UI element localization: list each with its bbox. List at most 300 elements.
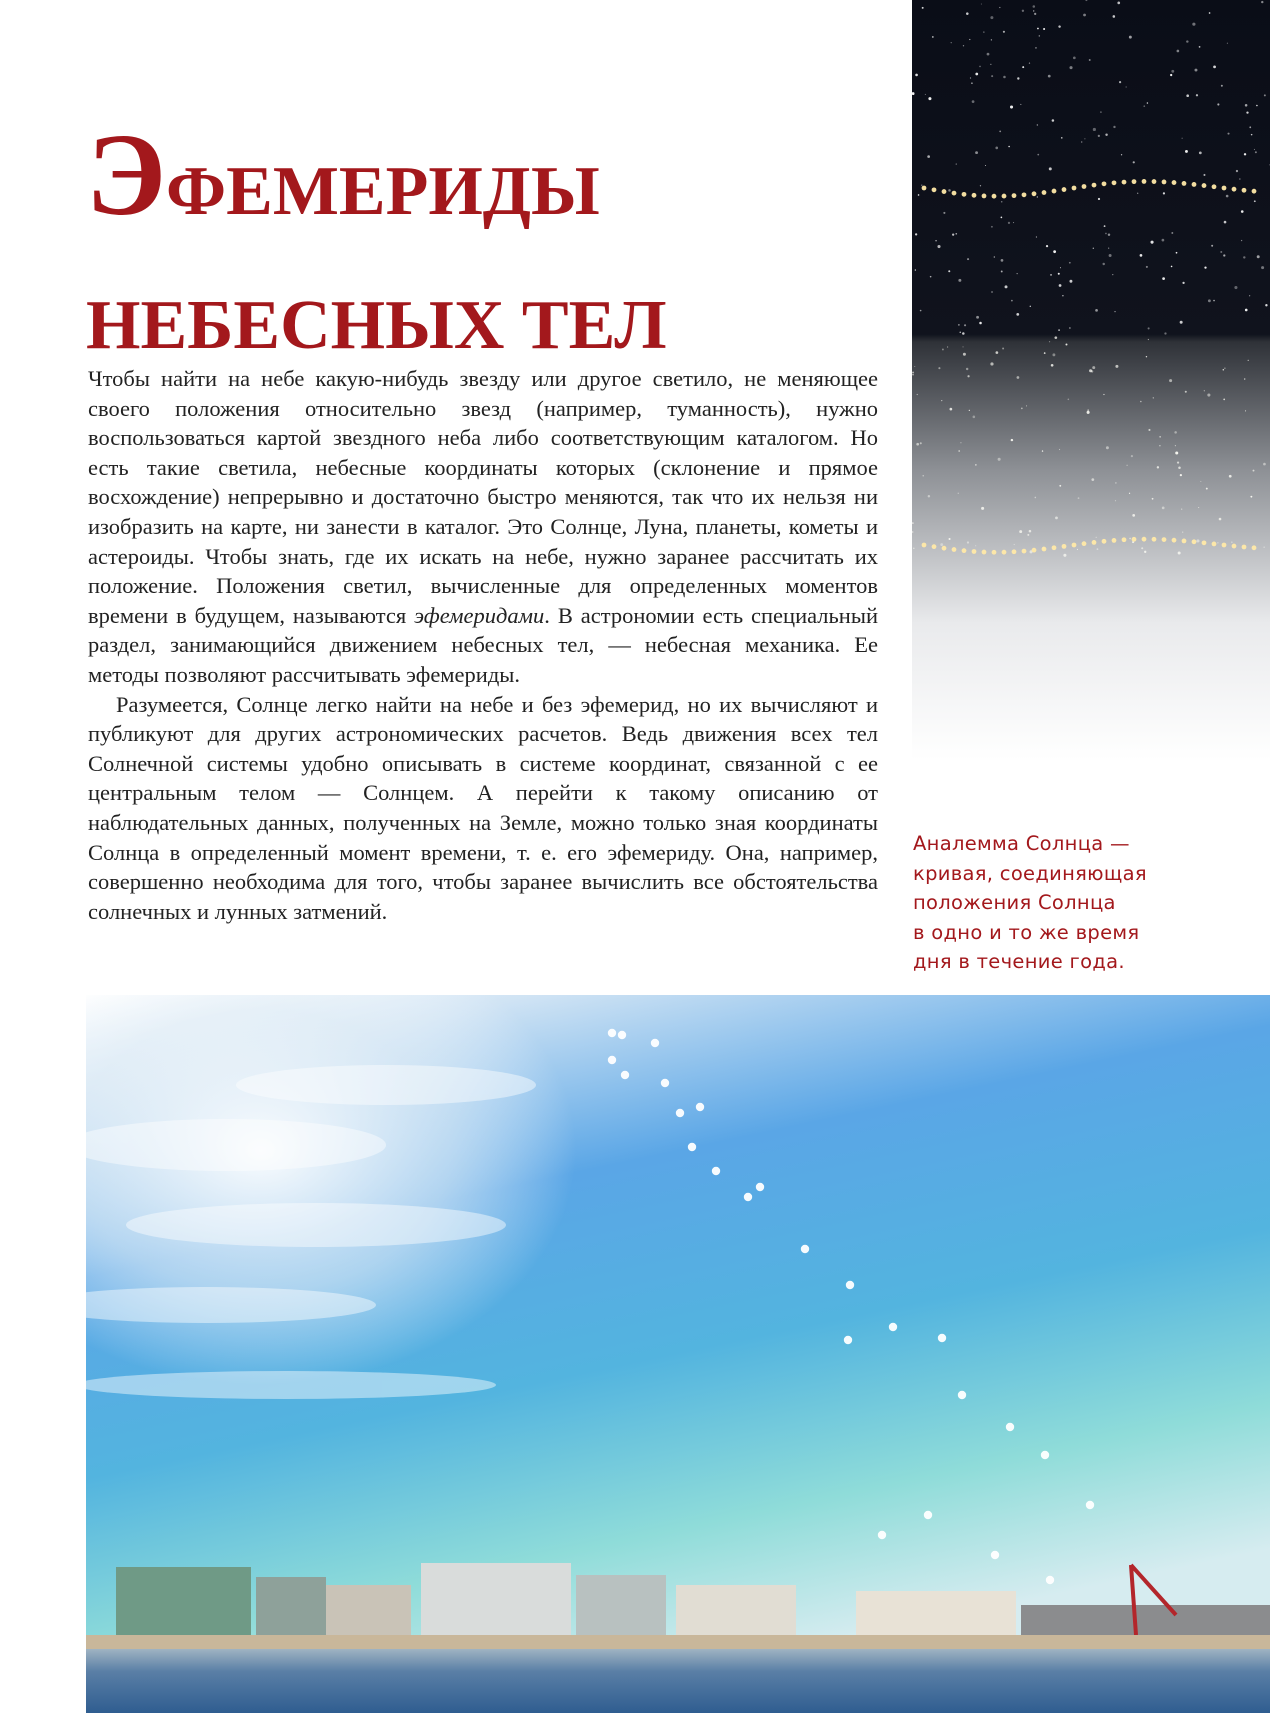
page-title xyxy=(86,108,886,393)
star xyxy=(1253,470,1255,472)
star xyxy=(1089,59,1091,61)
star xyxy=(1001,271,1003,273)
star xyxy=(1052,119,1055,122)
star xyxy=(1152,498,1154,500)
star xyxy=(1053,250,1056,253)
star xyxy=(1017,376,1020,379)
star xyxy=(1010,106,1013,109)
star xyxy=(1114,311,1115,312)
star xyxy=(1021,408,1023,410)
sun-dot xyxy=(608,1029,616,1037)
star xyxy=(1224,367,1225,368)
star xyxy=(942,348,944,350)
trail-sun-dot xyxy=(1012,193,1017,198)
trail-sun-dot xyxy=(922,543,927,548)
star xyxy=(1069,66,1072,69)
star xyxy=(1131,455,1133,457)
trail-sun-dot xyxy=(1042,190,1047,195)
star xyxy=(1005,285,1008,288)
sun-dot xyxy=(688,1143,696,1151)
star xyxy=(964,324,966,326)
star xyxy=(1078,497,1080,499)
trail-sun-dot xyxy=(1022,192,1027,197)
star xyxy=(1148,327,1150,329)
star xyxy=(1241,210,1244,213)
star xyxy=(1044,352,1046,354)
star xyxy=(1239,178,1240,179)
sun-dot xyxy=(618,1031,626,1039)
star xyxy=(1206,488,1208,490)
trail-sun-dot xyxy=(1252,189,1257,194)
star xyxy=(1140,401,1142,403)
star xyxy=(1098,135,1100,137)
star xyxy=(1264,94,1266,96)
star xyxy=(998,458,1001,461)
star xyxy=(952,234,954,236)
star xyxy=(1133,161,1135,163)
star xyxy=(1220,251,1222,253)
trail-sun-dot xyxy=(1202,540,1207,545)
star xyxy=(915,74,918,77)
star xyxy=(1159,445,1160,446)
star xyxy=(1257,255,1260,258)
star xyxy=(1061,137,1063,139)
star xyxy=(1022,66,1024,68)
star xyxy=(1196,539,1199,542)
trail-sun-dot xyxy=(1062,544,1067,549)
star xyxy=(995,147,998,150)
star xyxy=(1163,192,1165,194)
star xyxy=(1159,436,1160,437)
star xyxy=(1226,195,1229,198)
paragraph-1-start: Чтобы найти на небе какую-нибудь звезду или другое светило, не меняющее своего положения относительно звезд (например, туманность), нужно воспользоваться картой звездного неба либо соответствующим каталогом. Но есть такие светила, небесные координаты которых (склонение и прямое восхождение) непрерывно и достаточно быстро меняются, так что их нельзя ни изобразить на карте, ни занести в каталог. Это Солнце, Луна, планеты, кометы и астероиды. Чтобы знать, где их искать на небе, нужно заранее рассчитать их положение. Положения светил, вычисленные для определенных моментов времени в будущем, называются xyxy=(88,366,878,628)
star xyxy=(1146,266,1148,268)
star xyxy=(1162,239,1165,242)
star xyxy=(1209,12,1211,14)
trail-sun-dot xyxy=(1232,187,1237,192)
star xyxy=(1223,254,1225,256)
star xyxy=(1246,111,1248,113)
trail-sun-dot xyxy=(1122,537,1127,542)
star xyxy=(1011,439,1013,441)
trail-sun-dot xyxy=(1122,180,1127,185)
trail-sun-dot xyxy=(1242,188,1247,193)
star xyxy=(1192,23,1195,26)
star xyxy=(1091,370,1093,372)
trail-sun-dot xyxy=(1152,537,1157,542)
trail-sun-dot xyxy=(1222,186,1227,191)
star xyxy=(1016,313,1019,316)
star xyxy=(1141,547,1143,549)
star xyxy=(1178,466,1181,469)
star xyxy=(1243,256,1245,258)
star xyxy=(1093,128,1096,131)
star xyxy=(1182,282,1184,284)
star xyxy=(1108,248,1109,249)
trail-sun-dot xyxy=(932,187,937,192)
star xyxy=(1029,530,1032,533)
star xyxy=(1181,508,1182,509)
star xyxy=(1034,13,1036,15)
star xyxy=(1185,150,1188,153)
star xyxy=(1117,2,1120,5)
star xyxy=(1132,514,1135,517)
star xyxy=(1046,245,1048,247)
star xyxy=(1250,496,1252,498)
trail-sun-dot xyxy=(952,191,957,196)
star xyxy=(1129,493,1130,494)
sun-dot xyxy=(1041,1451,1049,1459)
star xyxy=(1115,365,1118,368)
star xyxy=(1037,28,1039,30)
star xyxy=(920,442,922,444)
caption-line-3: положения Солнца xyxy=(913,891,1116,914)
star xyxy=(928,97,931,100)
star xyxy=(1087,409,1089,411)
trail-sun-dot xyxy=(982,194,987,199)
star xyxy=(975,464,977,466)
trail-sun-dot xyxy=(1142,537,1147,542)
star xyxy=(959,331,961,333)
star xyxy=(1102,263,1104,265)
star xyxy=(962,332,964,334)
star xyxy=(917,394,918,395)
sun-dot xyxy=(1046,1576,1054,1584)
star xyxy=(1200,481,1201,482)
sun-dot xyxy=(958,1391,966,1399)
star xyxy=(1245,410,1246,411)
star xyxy=(1153,397,1154,398)
star xyxy=(1083,14,1086,17)
star xyxy=(966,368,968,370)
star xyxy=(1185,391,1187,393)
trail-sun-dot xyxy=(1032,191,1037,196)
city-river-sun-analemma-photo xyxy=(86,995,1270,1713)
star xyxy=(1236,170,1238,172)
trail-sun-dot xyxy=(1192,182,1197,187)
star xyxy=(1221,85,1223,87)
trail-sun-dot xyxy=(942,546,947,551)
star xyxy=(1084,138,1085,139)
star xyxy=(1037,196,1038,197)
star xyxy=(1069,327,1070,328)
star xyxy=(1204,390,1205,391)
star xyxy=(967,541,969,543)
star xyxy=(1254,149,1255,150)
star xyxy=(1144,551,1146,553)
star xyxy=(1033,5,1036,8)
star xyxy=(1147,102,1149,104)
sun-dot xyxy=(651,1039,659,1047)
trail-sun-dot xyxy=(1212,542,1217,547)
trail-sun-dot xyxy=(1082,184,1087,189)
star xyxy=(1048,75,1051,78)
star xyxy=(981,3,982,4)
star xyxy=(1087,411,1090,414)
star xyxy=(956,163,957,164)
star xyxy=(1164,332,1166,334)
star xyxy=(1244,378,1245,379)
star xyxy=(1109,254,1112,257)
star xyxy=(1060,267,1061,268)
trail-sun-dot xyxy=(1152,179,1157,184)
star xyxy=(960,442,961,443)
star xyxy=(1199,152,1202,155)
star xyxy=(1037,154,1039,156)
star xyxy=(1073,56,1076,59)
caption-line-2: кривая, соединяющая xyxy=(913,861,1147,885)
star xyxy=(1207,393,1210,396)
sun-dot xyxy=(938,1334,946,1342)
star xyxy=(1092,366,1095,369)
star xyxy=(1112,274,1113,275)
trail-sun-dot xyxy=(1102,539,1107,544)
star xyxy=(1175,452,1178,455)
star xyxy=(1050,274,1052,276)
star xyxy=(951,42,952,43)
star xyxy=(1081,141,1082,142)
star xyxy=(1127,465,1128,466)
star xyxy=(972,100,975,103)
star xyxy=(1223,369,1225,371)
star xyxy=(1219,518,1222,521)
trail-sun-dot xyxy=(1132,179,1137,184)
night-sky-analemma-photo xyxy=(912,0,1270,760)
star xyxy=(1001,217,1003,219)
star xyxy=(1213,65,1216,68)
star xyxy=(985,165,986,166)
trail-sun-dot xyxy=(1022,549,1027,554)
star xyxy=(1171,70,1174,73)
star xyxy=(1169,379,1172,382)
star xyxy=(991,291,992,292)
star xyxy=(1097,548,1099,550)
star xyxy=(932,36,934,38)
star xyxy=(1077,549,1078,550)
trail-sun-dot xyxy=(1112,538,1117,543)
star xyxy=(1148,429,1150,431)
trail-sun-dot xyxy=(1222,543,1227,548)
star xyxy=(1113,126,1115,128)
sun-dot xyxy=(661,1079,669,1087)
trail-sun-dot xyxy=(1062,187,1067,192)
trail-sun-dot xyxy=(1032,548,1037,553)
paragraph-1-end: . В астрономии есть специальный раздел, занимающийся движением небесных тел, — небесная механика. Ее методы позволяют рассчитывать эфемериды. xyxy=(88,602,878,687)
star xyxy=(1223,399,1225,401)
trail-sun-dot xyxy=(992,194,997,199)
star xyxy=(1254,200,1256,202)
star xyxy=(914,366,915,367)
trail-sun-dot xyxy=(1072,186,1077,191)
star xyxy=(1121,154,1122,155)
trail-sun-dot xyxy=(972,549,977,554)
star xyxy=(1255,151,1257,153)
star xyxy=(1227,133,1229,135)
star xyxy=(1105,134,1107,136)
star xyxy=(991,226,993,228)
star xyxy=(1020,104,1021,105)
star xyxy=(958,450,960,452)
star xyxy=(1261,1,1263,3)
trail-sun-dot xyxy=(1202,183,1207,188)
star xyxy=(1170,74,1172,76)
title-line-1-rest: ФЕМЕРИДЫ xyxy=(166,153,600,230)
star xyxy=(1036,236,1037,237)
star xyxy=(941,400,942,401)
star xyxy=(969,410,970,411)
trail-sun-dot xyxy=(1002,550,1007,555)
trail-sun-dot xyxy=(1072,543,1077,548)
star xyxy=(1035,497,1037,499)
star xyxy=(1143,105,1145,107)
trail-sun-dot xyxy=(932,544,937,549)
star xyxy=(1055,516,1058,519)
star xyxy=(1091,478,1094,481)
star xyxy=(967,375,969,377)
star xyxy=(1002,348,1004,350)
star xyxy=(1256,105,1258,107)
star xyxy=(1176,252,1178,254)
star xyxy=(980,185,981,186)
trail-sun-dot xyxy=(1172,180,1177,185)
star xyxy=(1162,277,1165,280)
star xyxy=(912,374,913,375)
star xyxy=(1098,198,1100,200)
star xyxy=(1137,193,1138,194)
star xyxy=(1001,201,1003,203)
star xyxy=(928,495,930,497)
term-ephemerides: эфемеридами xyxy=(414,602,545,628)
paragraph-1 xyxy=(88,364,878,690)
star xyxy=(975,151,978,154)
star xyxy=(987,53,990,56)
trail-sun-dot xyxy=(1092,183,1097,188)
star xyxy=(923,475,924,476)
star xyxy=(1058,25,1060,27)
star xyxy=(979,322,982,325)
star xyxy=(1249,126,1251,128)
star xyxy=(1049,167,1052,170)
sun-dot xyxy=(844,1336,852,1344)
star xyxy=(1011,300,1013,302)
star xyxy=(967,258,969,260)
star xyxy=(1249,295,1250,296)
title-line-2: НЕБЕСНЫХ ТЕЛ xyxy=(86,287,667,364)
star xyxy=(1148,339,1149,340)
star xyxy=(940,543,943,546)
star xyxy=(1052,353,1055,356)
star xyxy=(1008,222,1010,224)
star xyxy=(1211,245,1213,247)
star xyxy=(994,256,995,257)
star xyxy=(949,538,951,540)
star xyxy=(979,66,981,68)
star xyxy=(1115,482,1117,484)
star xyxy=(1035,47,1036,48)
embankment xyxy=(86,1635,1270,1649)
star xyxy=(975,73,978,76)
star xyxy=(1244,153,1246,155)
star xyxy=(1030,306,1031,307)
star xyxy=(1103,394,1104,395)
star xyxy=(1208,299,1211,302)
star xyxy=(1014,544,1015,545)
star xyxy=(971,82,973,84)
trail-sun-dot xyxy=(1052,545,1057,550)
trail-sun-dot xyxy=(1092,540,1097,545)
star xyxy=(918,194,920,196)
star xyxy=(1182,531,1183,532)
star xyxy=(958,493,959,494)
star xyxy=(1059,449,1060,450)
star xyxy=(912,371,914,373)
star xyxy=(1049,341,1050,342)
trail-sun-dot xyxy=(1112,180,1117,185)
star xyxy=(1003,76,1006,79)
star xyxy=(981,507,984,510)
star xyxy=(1234,286,1237,289)
star xyxy=(1095,309,1098,312)
star xyxy=(1162,507,1165,510)
paragraph-2: Разумеется, Солнце легко найти на небе и без эфемерид, но их вычисляют и публикуют для других астрономических расчетов. Ведь движения всех тел Солнечной системы удобно описывать в системе координат, связанной с ее центральным телом — Солнцем. А перейти к такому описанию от наблюдательных данных, полученных на Земле, можно только зная координаты Солнца в определенный момент времени, т. е. его эфемериду. Она, например, совершенно необходима для того, чтобы заранее вычислить все обстоятельства солнечных и лунных затмений. xyxy=(88,691,878,924)
star xyxy=(1265,304,1267,306)
star xyxy=(1177,50,1180,53)
trail-sun-dot xyxy=(972,193,977,198)
star xyxy=(1115,500,1116,501)
star xyxy=(920,310,922,312)
star xyxy=(1105,233,1107,235)
star xyxy=(1106,446,1109,449)
star xyxy=(1119,81,1121,83)
star xyxy=(935,240,936,241)
sun-dot xyxy=(744,1193,752,1201)
sun-dot xyxy=(889,1323,897,1331)
star xyxy=(983,31,984,32)
star xyxy=(1113,15,1116,18)
star xyxy=(1186,40,1188,42)
star xyxy=(1093,248,1094,249)
star xyxy=(969,39,970,40)
star xyxy=(1251,134,1253,136)
star xyxy=(958,324,960,326)
sun-dot xyxy=(924,1511,932,1519)
star xyxy=(1059,284,1062,287)
sun-dot xyxy=(1086,1501,1094,1509)
star xyxy=(1186,94,1189,97)
trail-sun-dot xyxy=(1162,180,1167,185)
caption-line-5: дня в течение года. xyxy=(913,950,1125,973)
star xyxy=(1182,138,1183,139)
star xyxy=(1157,466,1159,468)
star xyxy=(966,12,969,15)
star xyxy=(1146,356,1147,357)
star xyxy=(1019,530,1022,533)
star xyxy=(927,155,930,158)
star xyxy=(955,233,957,235)
sun-dot xyxy=(608,1056,616,1064)
star xyxy=(1054,336,1057,339)
star xyxy=(1177,462,1179,464)
river xyxy=(86,1649,1270,1713)
title-drop-cap: Э xyxy=(86,109,167,240)
star xyxy=(1063,554,1066,557)
star xyxy=(1069,280,1072,283)
star xyxy=(1062,295,1063,296)
star xyxy=(1129,538,1131,540)
star xyxy=(1026,405,1027,406)
star xyxy=(999,7,1000,8)
trail-sun-dot xyxy=(1252,545,1257,550)
